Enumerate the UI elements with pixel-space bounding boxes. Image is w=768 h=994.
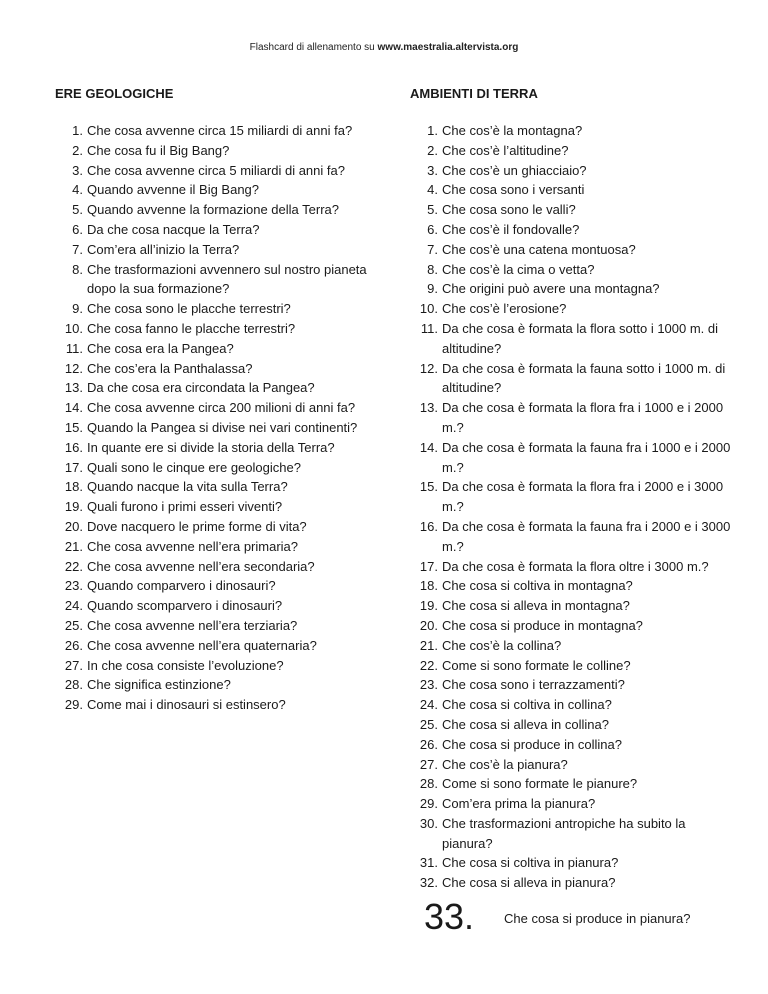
question-text: Che cosa sono le valli? <box>442 202 576 218</box>
question-number: 10. <box>64 320 83 336</box>
question-text: Come mai i dinosauri si estinsero? <box>87 697 286 713</box>
question-item <box>410 695 735 715</box>
question-text: Che cosa fanno le placche terrestri? <box>87 320 296 336</box>
question-item <box>55 458 375 478</box>
question-number: 13. <box>64 380 83 396</box>
section-title-ere-geologiche: ERE GEOLOGICHE <box>55 86 174 101</box>
question-item <box>410 220 735 240</box>
question-item <box>55 576 375 596</box>
question-number: 7. <box>72 241 83 257</box>
question-item <box>55 438 375 458</box>
question-item <box>410 814 735 854</box>
question-number: 25. <box>419 716 438 732</box>
question-text: Che cosa era la Pangea? <box>87 340 234 356</box>
question-text: Che cosa si alleva in montagna? <box>442 598 630 614</box>
question-number: 21. <box>64 538 83 554</box>
question-text: Che significa estinzione? <box>87 677 231 693</box>
question-item <box>410 359 735 399</box>
question-text: Che cosa si coltiva in collina? <box>442 697 612 713</box>
question-number: 6. <box>72 221 83 237</box>
question-number: 19. <box>419 598 438 614</box>
question-text: Dove nacquero le prime forme di vita? <box>87 518 307 534</box>
question-number: 23. <box>64 578 83 594</box>
question-text: Che cos’è la pianura? <box>442 756 568 772</box>
question-item <box>410 755 735 775</box>
question-item <box>410 279 735 299</box>
question-number: 29. <box>64 697 83 713</box>
question-text: Quali furono i primi esseri viventi? <box>87 499 283 515</box>
question-text: Quando la Pangea si divise nei vari continenti? <box>87 419 358 435</box>
question-number: 12. <box>64 360 83 376</box>
question-number: 28. <box>419 776 438 792</box>
question-item <box>55 675 375 695</box>
question-text: Che cosa sono i versanti <box>442 182 585 198</box>
question-number: 15. <box>419 479 438 495</box>
question-number: 17. <box>64 459 83 475</box>
question-text: Da che cosa è formata la flora oltre i 3000 m.? <box>442 558 709 574</box>
question-number: 13. <box>419 400 438 416</box>
question-text: Che cosa avvenne circa 200 milioni di anni fa? <box>87 400 356 416</box>
question-number: 10. <box>419 301 438 317</box>
question-text: Com’era prima la pianura? <box>442 796 596 812</box>
question-number: 24. <box>419 697 438 713</box>
question-item <box>55 636 375 656</box>
question-number: 27. <box>64 657 83 673</box>
question-text: Che cos’è la collina? <box>442 637 562 653</box>
question-number: 4. <box>72 182 83 198</box>
question-text: Che cosa avvenne nell’era terziaria? <box>87 617 298 633</box>
question-text: Che trasformazioni avvennero sul nostro pianeta dopo la sua formazione? <box>87 261 367 297</box>
question-text: Da che cosa è formata la flora fra i 1000 e i 2000 m.? <box>442 400 724 435</box>
question-item <box>55 319 375 339</box>
question-item <box>410 180 735 200</box>
question-item <box>410 853 735 873</box>
question-item <box>410 200 735 220</box>
question-text: Che cos’è l’altitudine? <box>442 142 569 158</box>
question-number: 30. <box>419 815 438 831</box>
question-item <box>55 695 375 715</box>
question-item <box>55 240 375 260</box>
question-text: Come si sono formate le pianure? <box>442 776 638 792</box>
question-number: 7. <box>427 241 438 257</box>
header-site-link[interactable]: www.maestralia.altervista.org <box>377 42 519 53</box>
question-text: Che cos’è la montagna? <box>442 123 583 138</box>
question-number: 31. <box>419 855 438 871</box>
question-item <box>410 596 735 616</box>
question-number: 8. <box>72 261 83 277</box>
question-item <box>55 616 375 636</box>
question-text: Che cos’è l’erosione? <box>442 301 567 317</box>
question-list-ere-geologiche <box>55 121 375 715</box>
question-number: 22. <box>64 558 83 574</box>
question-number: 22. <box>419 657 438 673</box>
column-ere-geologiche <box>55 86 375 715</box>
question-text: Da che cosa è formata la fauna fra i 2000 e i 3000 m.? <box>442 518 731 554</box>
question-item-large <box>410 897 735 937</box>
question-item <box>410 161 735 181</box>
question-item <box>55 339 375 359</box>
question-text: Da che cosa era circondata la Pangea? <box>87 380 315 396</box>
question-text: Che cos’è il fondovalle? <box>442 221 580 237</box>
question-number: 9. <box>72 301 83 317</box>
question-text: Che cosa avvenne circa 5 miliardi di anni fa? <box>87 162 345 178</box>
question-item <box>410 398 735 438</box>
question-text-large: Che cosa si produce in pianura? <box>504 911 691 927</box>
question-text: Da che cosa è formata la flora sotto i 1000 m. di altitudine? <box>442 320 719 356</box>
question-text: Che cosa si alleva in collina? <box>442 716 609 732</box>
question-number: 26. <box>64 637 83 653</box>
question-text: Che cosa si alleva in pianura? <box>442 875 616 891</box>
section-title-ambienti-di-terra: AMBIENTI DI TERRA <box>410 86 538 101</box>
question-number: 24. <box>64 598 83 614</box>
question-number: 28. <box>64 677 83 693</box>
question-item <box>55 359 375 379</box>
question-item <box>55 200 375 220</box>
question-number: 16. <box>419 518 438 534</box>
question-list-ambienti-di-terra <box>410 121 735 893</box>
question-item <box>410 141 735 161</box>
question-item <box>55 121 375 141</box>
question-text: Che origini può avere una montagna? <box>442 281 660 297</box>
column-ambienti-di-terra <box>410 86 735 937</box>
question-item <box>410 735 735 755</box>
question-number: 3. <box>427 162 438 178</box>
question-item <box>410 517 735 557</box>
question-number: 14. <box>64 400 83 416</box>
question-item <box>55 656 375 676</box>
question-item <box>410 794 735 814</box>
question-item <box>410 715 735 735</box>
question-text: Quando scomparvero i dinosauri? <box>87 598 283 614</box>
question-text: Che cosa sono i terrazzamenti? <box>442 677 625 693</box>
question-item <box>410 656 735 676</box>
question-number: 1. <box>427 123 438 138</box>
question-number: 4. <box>427 182 438 198</box>
question-number: 1. <box>72 123 83 138</box>
question-number: 23. <box>419 677 438 693</box>
question-item <box>410 260 735 280</box>
question-number: 9. <box>427 281 438 297</box>
question-item <box>410 477 735 517</box>
question-number: 11. <box>65 340 83 356</box>
question-text: Che trasformazioni antropiche ha subito la pianura? <box>442 815 686 851</box>
question-item <box>410 299 735 319</box>
question-item <box>410 121 735 141</box>
question-text: Che cosa avvenne nell’era secondaria? <box>87 558 315 574</box>
question-item <box>410 438 735 478</box>
question-number: 15. <box>64 419 83 435</box>
question-text: Che cosa sono le placche terrestri? <box>87 301 291 317</box>
page-header <box>0 42 768 53</box>
question-number: 27. <box>419 756 438 772</box>
question-number: 2. <box>427 142 438 158</box>
question-number: 8. <box>427 261 438 277</box>
question-item <box>55 418 375 438</box>
question-text: Che cosa avvenne nell’era primaria? <box>87 538 299 554</box>
question-item <box>55 517 375 537</box>
question-text: Da che cosa è formata la flora fra i 2000 e i 3000 m.? <box>442 479 724 515</box>
question-item <box>55 557 375 577</box>
question-number: 20. <box>64 518 83 534</box>
question-number: 6. <box>427 221 438 237</box>
question-number: 16. <box>64 439 83 455</box>
question-item <box>410 557 735 577</box>
question-number: 2. <box>72 142 83 158</box>
question-text: Che cosa avvenne circa 15 miliardi di anni fa? <box>87 123 353 138</box>
question-item <box>410 675 735 695</box>
question-text: Come si sono formate le colline? <box>442 657 631 673</box>
question-text: Com’era all’inizio la Terra? <box>87 241 240 257</box>
question-item <box>55 477 375 497</box>
question-item <box>410 240 735 260</box>
question-text: Che cosa si produce in montagna? <box>442 617 643 633</box>
question-item <box>55 220 375 240</box>
question-item <box>410 576 735 596</box>
question-number: 18. <box>419 578 438 594</box>
question-number: 18. <box>64 479 83 495</box>
question-text: In che cosa consiste l’evoluzione? <box>87 657 284 673</box>
question-item <box>55 180 375 200</box>
question-text: Da che cosa è formata la fauna fra i 1000 e i 2000 m.? <box>442 439 731 475</box>
question-number: 32. <box>419 875 438 891</box>
question-item <box>55 497 375 517</box>
header-text: Flashcard di allenamento su <box>249 42 378 53</box>
question-text: Da che cosa è formata la fauna sotto i 1000 m. di altitudine? <box>442 360 726 396</box>
question-text: Che cosa fu il Big Bang? <box>87 142 230 158</box>
question-number: 3. <box>72 162 83 178</box>
question-number: 17. <box>419 558 438 574</box>
question-text: Che cos’è la cima o vetta? <box>442 261 595 277</box>
question-number: 25. <box>64 617 83 633</box>
question-item <box>410 873 735 893</box>
question-text: Quando avvenne la formazione della Terra? <box>87 202 339 218</box>
question-item <box>55 537 375 557</box>
question-text: Che cosa si coltiva in montagna? <box>442 578 633 594</box>
question-text: Che cos’era la Panthalassa? <box>87 360 253 376</box>
question-number: 5. <box>427 202 438 218</box>
question-number: 5. <box>72 202 83 218</box>
question-text: Che cosa si coltiva in pianura? <box>442 855 619 871</box>
question-item <box>410 636 735 656</box>
question-number: 21. <box>419 637 438 653</box>
question-number: 26. <box>419 736 438 752</box>
question-item <box>410 319 735 359</box>
question-number: 19. <box>64 499 83 515</box>
question-text: Quando nacque la vita sulla Terra? <box>87 479 288 495</box>
question-text: Da che cosa nacque la Terra? <box>87 221 260 237</box>
question-item <box>55 398 375 418</box>
question-text: In quante ere si divide la storia della Terra? <box>87 439 335 455</box>
question-item <box>55 299 375 319</box>
question-item <box>55 260 375 300</box>
question-item <box>55 596 375 616</box>
question-item <box>410 774 735 794</box>
question-item <box>55 378 375 398</box>
question-text: Che cos’è una catena montuosa? <box>442 241 636 257</box>
question-item <box>410 616 735 636</box>
question-number: 29. <box>419 796 438 812</box>
question-number-large: 33. <box>424 896 475 938</box>
question-number: 14. <box>419 439 438 455</box>
question-text: Che cosa avvenne nell’era quaternaria? <box>87 637 317 653</box>
question-number: 11. <box>420 320 438 336</box>
question-text: Quali sono le cinque ere geologiche? <box>87 459 301 475</box>
question-text: Quando comparvero i dinosauri? <box>87 578 276 594</box>
question-text: Che cos’è un ghiacciaio? <box>442 162 587 178</box>
question-item <box>55 141 375 161</box>
question-text: Che cosa si produce in collina? <box>442 736 622 752</box>
question-item <box>55 161 375 181</box>
question-number: 20. <box>419 617 438 633</box>
question-number: 12. <box>419 360 438 376</box>
question-text: Quando avvenne il Big Bang? <box>87 182 260 198</box>
